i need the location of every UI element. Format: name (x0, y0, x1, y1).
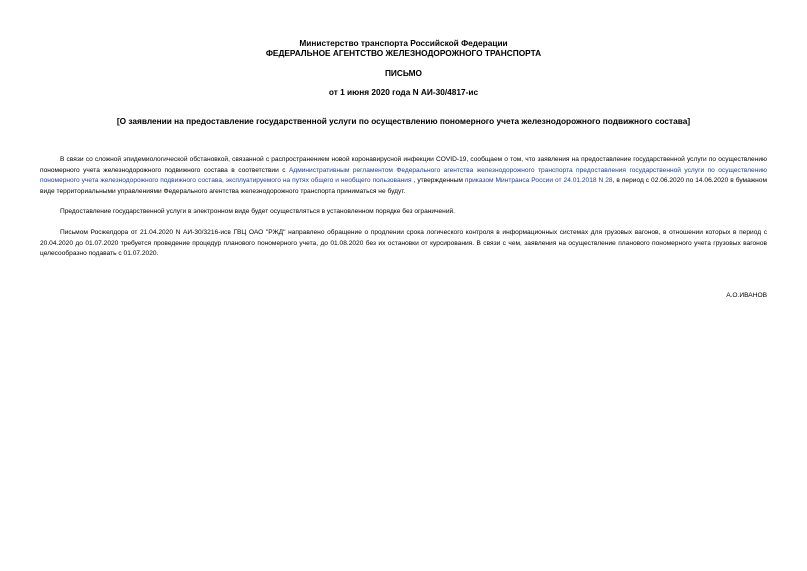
ministry-name: Министерство транспорта Российской Федерации (299, 38, 508, 48)
paragraph-text: Письмом Росжелдора от 21.04.2020 N АИ-30/3216-исв ГВЦ ОАО "РЖД" направлено обращение о продлении срока логического контроля в информационных системах для грузовых вагонов, в отношении которых в период с 20.04.2020 до 01.07.2020 требуется проведение процедур планового пономерного учета, до 01.08.2020 без их остановки от курсирования. В связи с чем, заявления на осуществление планового пономерного учета грузовых вагонов целесообразно подавать с 01.07.2020. (40, 229, 767, 257)
paragraph-text: , в период с 02.06.2020 по 14.06.2020 в бумажном виде территориальными управлениями Федерального агентства железнодорожного транспорта приниматься не будут. (40, 177, 768, 195)
order-link[interactable]: приказом Минтранса России от 24.01.2018 N 28 (464, 177, 613, 184)
signature: А.О.ИВАНОВ (726, 292, 767, 299)
paragraph-roszheldor-letter (40, 228, 767, 260)
regulation-link[interactable]: Административным регламентом Федерального агентства железнодорожного транспорта предоставления государственной услуги по осуществлению пономерного учета железнодорожного подвижного состава, эксплуатируемого на путях общего и необщего пользования (40, 166, 767, 184)
paragraph-text: В связи со сложной эпидемиологической обстановкой, связанной с распространением новой коронавирусной инфекции COVID-19, сообщаем о том, что заявления на предоставление государственной услуги по осуществлению пономерного учета железнодорожного подвижного состава в соответствии с (40, 156, 767, 174)
paragraph-covid-notice (40, 155, 767, 197)
document-date-number: от 1 июня 2020 года N АИ-30/4817-ис (328, 87, 479, 97)
document-type: ПИСЬМО (384, 68, 423, 78)
paragraph-text: , утвержденным (411, 177, 465, 184)
paragraph-text: Предоставление государственной услуги в электронном виде будет осуществляться в установленном порядке без ограничений. (60, 208, 456, 215)
document-subject: [О заявлении на предоставление государственной услуги по осуществлению пономерного учета железнодорожного подвижного состава] (116, 116, 691, 126)
agency-name: ФЕДЕРАЛЬНОЕ АГЕНТСТВО ЖЕЛЕЗНОДОРОЖНОГО ТРАНСПОРТА (265, 48, 542, 58)
paragraph-electronic-service (40, 207, 767, 218)
